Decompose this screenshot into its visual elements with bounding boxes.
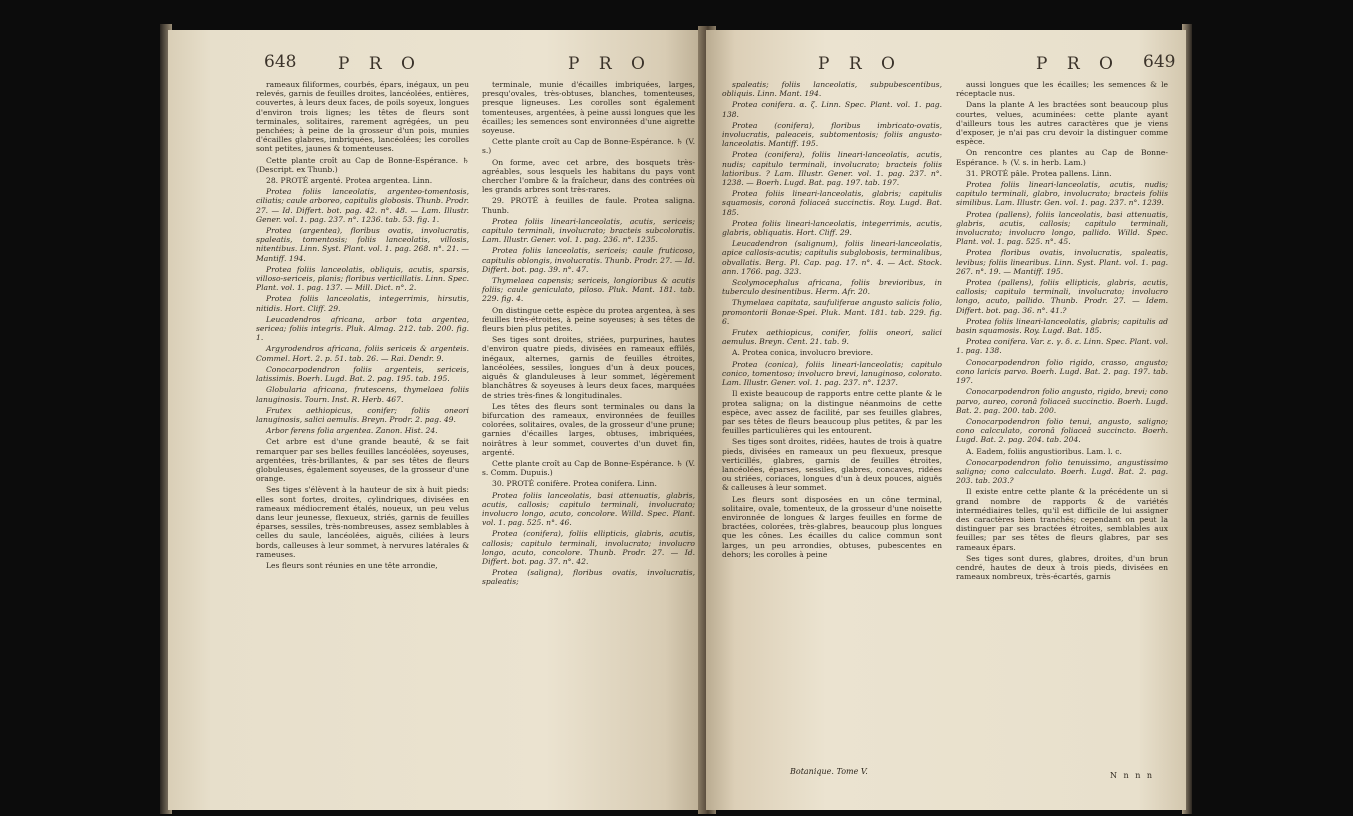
text-column-right [482, 80, 695, 589]
paragraph: Protea floribus ovatis, involucratis, spaleatis, levibus; foliis linearibus. Linn. Syst. Plant. vol. 1. pag. 267. n°. 19. — Mantiff. 195. [956, 248, 1168, 276]
paragraph: rameaux filiformes, courbés, épars, inégaux, un peu relevés, garnis de feuilles droites, lancéolées, entières, couvertes, à leurs deux faces, de poils soyeux, longues d'environ trois lignes; les têtes de fleurs sont terminales, solitaires, rarement agrégées, un peu penchées; à peine de la grosseur d'un pois, munies d'écailles glabres, imbriquées, lancéolées; les corolles sont petites, jaunes & tomenteuses. [256, 80, 469, 154]
paragraph: Conocarpodendron folio rigido, crasso, angusto; cono laricis parvo. Boerh. Lugd. Bat. 2. pag. 197. tab. 197. [956, 357, 1168, 386]
page-number: 649 [1143, 52, 1176, 72]
paragraph: Frutex aethiopicus, conifer, foliis oneori, salici aemulus. Breyn. Cent. 21. tab. 9. [722, 328, 942, 347]
paragraph: Protea foliis lanceolatis, basi attenuatis, glabris, acutis, callosis; capitulo terminali, involucrato; involucro longo, acuto, concolore. Willd. Spec. Plant. vol. 1. pag. 525. n°. 46. [482, 490, 695, 528]
paragraph: Thymelaea capitata, saufuliferae angusto salicis folio, promontorii Bonae-Spei. Pluk. Mant. 181. tab. 229. fig. 6. [722, 298, 942, 326]
paragraph: spaleatis; foliis lanceolatis, subpubescentibus, obliquis. Linn. Mant. 194. [722, 80, 942, 99]
paragraph: 30. PROTÉ conifère. Protea conifera. Linn. [492, 479, 657, 489]
paragraph: Argyrodendros africana, foliis sericeis & argenteis. Commel. Hort. 2. p. 51. tab. 26. — Rai. Dendr. 9. [256, 344, 469, 363]
paragraph: 31. PROTÉ pâle. Protea pallens. Linn. [966, 168, 1112, 178]
paragraph: Protea (pallens), foliis lanceolatis, basi attenuatis, glabris, acutis, callosis; capitulo terminali, involucrato; involucro longo, pallido. Willd. Spec. Plant. vol. 1. pag. 525. n°. 45. [956, 209, 1168, 247]
paragraph: Protea conifera. α. ζ. Linn. Spec. Plant. vol. 1. pag. 138. [722, 100, 942, 119]
paragraph: Protea foliis lineari-lanceolatis, glabris; capitulis squamosis, coronâ foliaceâ succinctis. Roy. Lugd. Bat. 185. [722, 189, 942, 217]
page-number: 648 [264, 52, 297, 72]
paragraph: Protea conifera. Var. ε. γ. δ. ε. Linn. Spec. Plant. vol. 1. pag. 138. [956, 337, 1168, 356]
paragraph: Thymelaea capensis; sericeis, longioribus & acutis foliis; caule geniculato, piloso. Pluk. Mant. 181. tab. 229. fig. 4. [482, 276, 695, 304]
paragraph: Protea foliis lineari-lanceolatis, acutis, sericeis; capitulo terminali, involucrato; bracteis subcoloratis. Lam. Illustr. Gener. vol. 1. pag. 236. n°. 1235. [482, 216, 695, 245]
paragraph: aussi longues que les écailles; les semences & le réceptacle nus. [956, 80, 1168, 99]
paragraph: Protea foliis lanceolatis, obliquis, acutis, sparsis, villoso-sericeis, planis; floribus verticillatis. Linn. Spec. Plant. vol. 1. pag. 137. — Mill. Dict. n°. 2. [256, 264, 469, 293]
paragraph: On forme, avec cet arbre, des bosquets très-agréables, sous lesquels les habitans du pays vont chercher l'ombre & la fraîcheur, dans des contrées où les grands arbres sont très-rares. [482, 157, 695, 195]
paragraph: Conocarpodendron foliis argenteis, sericeis, latissimis. Boerh. Lugd. Bat. 2. pag. 195. tab. 195. [256, 364, 469, 384]
paragraph: Cet arbre est d'une grande beauté, & se fait remarquer par ses belles feuilles lancéolées, soyeuses, argentées, très-brillantes, & par ses têtes de fleurs globuleuses, également soyeuses, de la grosseur d'une orange. [256, 437, 469, 484]
paragraph: Les fleurs sont réunies en une tête arrondie, [266, 560, 438, 570]
paragraph: Globularia africana, frutescens, thymelaea foliis lanuginosis. Tourn. Inst. R. Herb. 467. [256, 385, 469, 404]
paragraph: 29. PROTÉ à feuilles de faule. Protea saligna. Thunb. [482, 196, 695, 215]
paragraph: Ses tiges sont droites, ridées, hautes de trois à quatre pieds, divisées en rameaux un peu flexueux, presque verticillés, glabres, garnis de feuilles étroites, lancéolées, éparses, sessiles, glabres, concaves, ridées ou striées, coriaces, longues d'un à deux pouces, aiguës & calleuses à leur sommet. [722, 437, 942, 493]
paragraph: Conocarpodendron folio angusto, rigido, brevi; cono parvo, aureo, coronâ foliaceâ succinctio. Boerh. Lugd. Bat. 2. pag. 200. tab. 200. [956, 387, 1168, 415]
paragraph: Ses tiges sont dures, glabres, droites, d'un brun cendré, hautes de deux à trois pieds, divisées en rameaux nombreux, très-écartés, garnis [956, 553, 1168, 582]
left-page [168, 30, 708, 810]
paragraph: Leucadendron (salignum), foliis lineari-lanceolatis, apice callosis-acutis; capitulis subglobosis, terminalibus, obvallatis. Berg. Pl. Cap. pag. 17. n°. 4. — Act. Stock. ann. 1766. pag. 323. [722, 239, 942, 276]
paragraph: Arbor ferens folia argentea. Zanon. Hist. 24. [266, 426, 438, 436]
paragraph: On distingue cette espèce du protea argentea, à ses feuilles très-étroites, à peine soyeuses; à ses têtes de fleurs bien plus petites. [482, 305, 695, 334]
paragraph: Scolymocephalus africana, foliis brevioribus, in tuberculo desinentibus. Herm. Afr. 20. [722, 278, 942, 297]
running-head: P R O [1036, 54, 1120, 74]
running-head: P R O [818, 54, 902, 74]
paragraph: Conocarpodendron folio tenui, angusto, saligno; cono calcculato, coronâ foliaceâ succincto. Boerh. Lugd. Bat. 2. pag. 204. tab. 204. [956, 416, 1168, 445]
paragraph: Protea foliis lanceolatis, sericeis; caule fruticoso, capitulis oblongis, involucratis. Thunb. Prodr. 27. — Id. Differt. bot. pag. 39. n°. 47. [482, 246, 695, 274]
paragraph: Cette plante croît au Cap de Bonne-Espérance. ♄ (V. s.) [482, 137, 695, 156]
paragraph: Protea foliis lanceolatis, integerrimis, hirsutis, nitidis. Hort. Cliff. 29. [256, 294, 469, 313]
text-column-right [956, 80, 1168, 583]
paragraph: terminale, munie d'écailles imbriquées, larges, presqu'ovales, très-obtuses, blanches, tomenteuses, presque ligneuses. Les corolles sont également tomenteuses, argentées, à peine aussi longues que les écailles; les semences sont environnées d'une aigrette soyeuse. [482, 80, 695, 136]
paragraph: Protea foliis lineari-lanceolatis, glabris; capitulis ad basin squamosis. Roy. Lugd. Bat. 185. [956, 316, 1168, 336]
paragraph: Cette plante croît au Cap de Bonne-Espérance. ♄ (Descript. ex Thunb.) [256, 155, 469, 174]
text-column-left [722, 80, 942, 561]
paragraph: Dans la plante A les bractées sont beaucoup plus courtes, velues, acuminées: cette plante ayant d'ailleurs tous les autres caractères que je viens d'exposer, je n'ai pas cru devoir la distinguer comme espèce. [956, 100, 1168, 147]
paragraph: Protea (conifera), foliis lineari-lanceolatis, acutis, nudis; capitulo terminali, involucrato; bracteis foliis latioribus. ? Lam. Illustr. Gener. vol. 1. pag. 237. n°. 1238. — Boerh. Lugd. Bat. pag. 197. tab. 197. [722, 150, 942, 188]
volume-footer: Botanique. Tome V. [790, 767, 868, 776]
running-head: P R O [568, 54, 652, 74]
paragraph: Ses tiges s'élèvent à la hauteur de six à huit pieds: elles sont fortes, droites, cylindriques, divisées en rameaux médiocrement étalés, noueux, un peu velus dans leur jeunesse, flexueux, striés, garnis de feuilles éparses, sessiles, très-nombreuses, assez semblables à celles du saule, lancéolées, aiguës, ciliées à leurs bords, calleuses à leur sommet, à nervures latérales & rameuses. [256, 485, 469, 559]
paragraph: Protea (pallens), foliis ellipticis, glabris, acutis, callosis; capitulo terminali, involucrato; involucro longo, acuto, pallido. Thunb. Prodr. 27. — Idem. Differt. bot. pag. 36. n°. 41.? [956, 278, 1168, 315]
paragraph: Protea (conifera), foliis ellipticis, glabris, acutis, callosis; capitulo terminali, involucrato; involucro longo, acuto, concolore. Thunb. Prodr. 27. — Id. Differt. bot. pag. 37. n°. 42. [482, 529, 695, 566]
paragraph: Il existe entre cette plante & la précédente un si grand nombre de rapports & de variétés intermédiaires telles, qu'il est difficile de lui assigner des caractères bien tranchés; cependant on peut la distinguer par ses bractées étroites, semblables aux feuilles; par ses têtes de fleurs glabres, par ses rameaux épars. [956, 487, 1168, 552]
paragraph: Leucadendros africana, arbor tota argentea, sericea; foliis integris. Pluk. Almag. 212. tab. 200. fig. 1. [256, 314, 469, 343]
paragraph: Les fleurs sont disposées en un cône terminal, solitaire, ovale, tomenteux, de la grosseur d'une noisette environnée de longues & larges feuilles en forme de bractées, colorées, très-glabres, beaucoup plus longues que les cônes. Les écailles du calice commun sont larges, un peu arrondies, obtuses, pubescentes en dehors; les corolles à peine [722, 494, 942, 559]
paragraph: Les têtes des fleurs sont terminales ou dans la bifurcation des rameaux, environnées de feuilles colorées, solitaires, ovales, de la grosseur d'une prune; garnies d'écailles larges, obtuses, imbriquées, noirâtres à leur sommet, couvertes d'un duvet fin, argenté. [482, 401, 695, 457]
paragraph: Ses tiges sont droites, striées, purpurines, hautes d'environ quatre pieds, divisées en rameaux effilés, inégaux, alternes, garnis de feuilles étroites, lancéolées, sessiles, longues d'un à deux pouces, aiguës & glanduleuses à leur sommet, légèrement blanchâtres & soyeuses à leurs deux faces, marquées de stries très-fines & longitudinales. [482, 335, 695, 400]
running-head: P R O [338, 54, 422, 74]
paragraph: Protea (argentea), floribus ovatis, involucratis, spaleatis, tomentosis; foliis lanceolatis, villosis, nitentibus. Linn. Syst. Plant. vol. 1. pag. 268. n°. 21. — Mantiff. 194. [256, 226, 469, 263]
paragraph: 28. PROTÉ argenté. Protea argentea. Linn. [266, 176, 433, 186]
right-page [706, 30, 1186, 810]
text-column-left [256, 80, 469, 572]
paragraph: Protea foliis lineari-lanceolatis, integerrimis, acutis, glabris, obliquatis. Hort. Cliff. 29. [722, 218, 942, 238]
paragraph: A. Eadem, foliis angustioribus. Lam. l. c. [966, 446, 1122, 456]
paragraph: Il existe beaucoup de rapports entre cette plante & le protea saligna; on la distingue néanmoins de cette espèce, avec assez de facilité, par ses feuilles glabres, par ses têtes de fleurs beaucoup plus petites, & par les feuilles particulières qui les entourent. [722, 389, 942, 436]
paragraph: Protea (conica), foliis lineari-lanceolatis; capitulo conico, tomentoso; involucro brevi, lanuginoso, colorato. Lam. Illustr. Gener. vol. 1. pag. 237. n°. 1237. [722, 359, 942, 388]
paragraph: Protea foliis lanceolatis, argenteo-tomentosis, ciliatis; caule arboreo, capitulis globosis. Thunb. Prodr. 27. — Id. Differt. bot. pag. 42. n°. 48. — Lam. Illustr. Gener. vol. 1. pag. 237. n°. 1236. tab. 53. fig. 1. [256, 187, 469, 224]
paragraph: Conocarpodendron folio tenuissimo, angustissimo saligno; cono calcculato. Boerh. Lugd. Bat. 2. pag. 203. tab. 203.? [956, 457, 1168, 486]
paragraph: Protea (saligna), floribus ovatis, involucratis, spaleatis; [482, 568, 695, 587]
paragraph: Frutex aethiopicus, conifer; foliis oneori lanuginosis, salici aemulis. Breyn. Prodr. 2. pag. 49. [256, 405, 469, 424]
paragraph: Cette plante croît au Cap de Bonne-Espérance. ♄ (V. s. Comm. Dupuis.) [482, 458, 695, 478]
paragraph: Protea (conifera), floribus imbricato-ovatis, involucratis, paleaceis, subtomentosis; foliis angusto-lanceolatis. Mantiff. 195. [722, 120, 942, 149]
paragraph: On rencontre ces plantes au Cap de Bonne-Espérance. ♄ (V. s. in herb. Lam.) [956, 148, 1168, 167]
paragraph: A. Protea conica, involucro breviore. [732, 348, 874, 358]
paragraph: Protea foliis lineari-lanceolatis, acutis, nudis; capitulo terminali, glabro, involucrato; bracteis foliis similibus. Lam. Illustr. Gen. vol. 1. pag. 237. n°. 1239. [956, 180, 1168, 208]
catchword: N n n n [1110, 771, 1155, 780]
